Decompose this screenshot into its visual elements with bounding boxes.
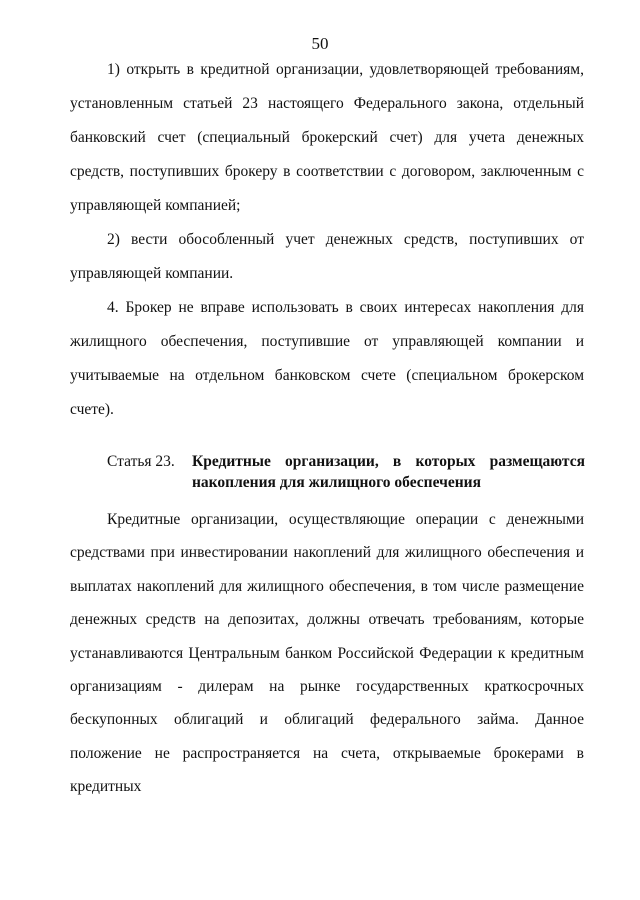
article-heading bbox=[107, 451, 585, 493]
page-number: 50 bbox=[311, 34, 329, 53]
paragraph-item-1: 1) открыть в кредитной организации, удовлетворяющей требованиям, установленным статьей 23 настоящего Федерального закона, отдельный банковский счет (специальный брокерский счет) для учета денежных средств, поступивших брокеру в соответствии с договором, заключенным с управляющей компанией; bbox=[70, 61, 584, 214]
article-number: Статья 23. bbox=[107, 453, 175, 470]
paragraph-item-4: 4. Брокер не вправе использовать в своих интересах накопления для жилищного обеспечения, поступившие от управляющей компании и учитываемые на отдельном банковском счете (специальном брокерском счете). bbox=[70, 299, 584, 418]
article-title: Кредитные организации, в которых размещаются накопления для жилищного обеспечения bbox=[192, 453, 585, 491]
paragraph-item-2: 2) вести обособленный учет денежных средств, поступивших от управляющей компании. bbox=[70, 231, 584, 282]
article-body-paragraph: Кредитные организации, осуществляющие операции с денежными средствами при инвестировании накоплений для жилищного обеспечения и выплатах накоплений для жилищного обеспечения, в том числе размещение денежных средств на депозитах, должны отвечать требованиям, которые устанавливаются Центральным банком Российской Федерации к кредитным организациям - дилерам на рынке государственных краткосрочных бескупонных облигаций и облигаций федерального займа. Данное положение не распространяется на счета, открываемые брокерами в кредитных bbox=[70, 511, 584, 796]
